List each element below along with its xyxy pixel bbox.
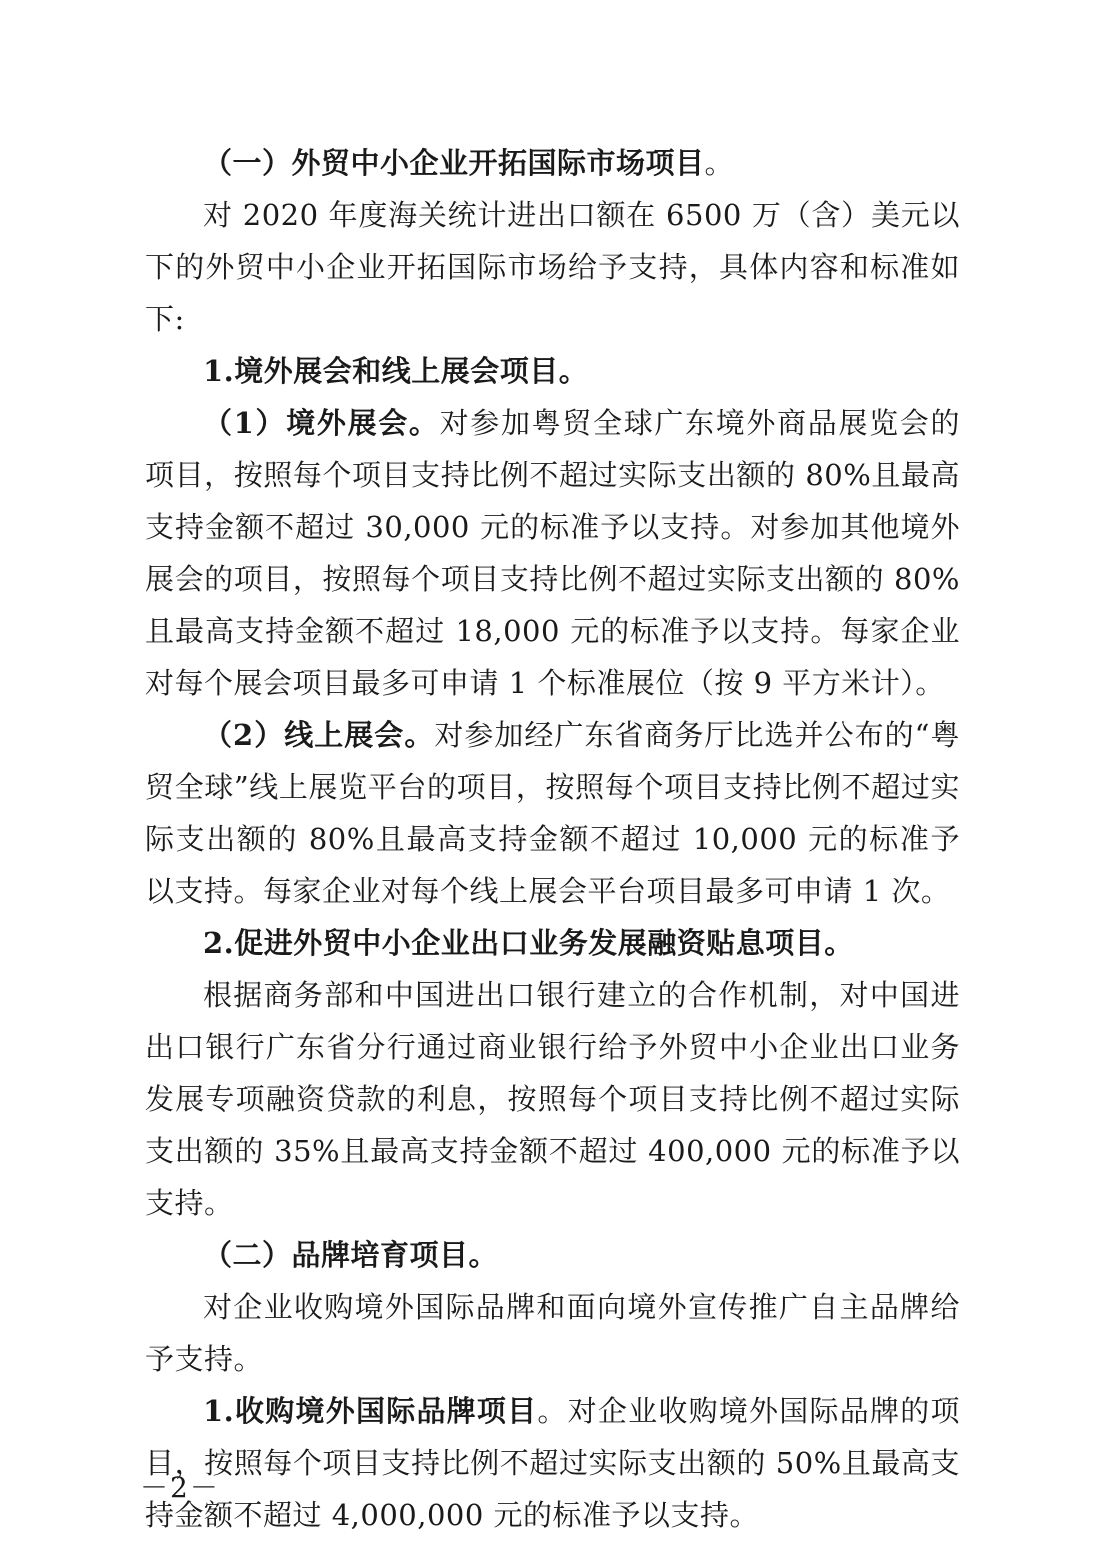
section-2-item-1-text: 。对企业收购境外国际品牌的项目，按照每个项目支持比例不超过实际支出额的 50%且最高支持金额不超过 4,000,000 元的标准予以支持。 xyxy=(145,1394,960,1532)
section-2-intro-text: 对企业收购境外国际品牌和面向境外宣传推广自主品牌给予支持。 xyxy=(145,1290,960,1376)
item-2-heading xyxy=(145,917,960,969)
section-1-heading xyxy=(145,137,960,189)
section-1-heading-tail: 。 xyxy=(704,146,735,180)
item-1-heading-lead: 1.境外展会和线上展会项目。 xyxy=(203,354,589,388)
section-2-heading-lead: （二）品牌培育项目。 xyxy=(203,1238,499,1272)
item-1-2-text: 对参加经广东省商务厅比选并公布的“粤贸全球”线上展览平台的项目，按照每个项目支持比例不超过实际支出额的 80%且最高支持金额不超过 10,000 元的标准予以支持。每家企业对每个线上展会平台项目最多可申请 1 次。 xyxy=(145,718,960,908)
item-1-2-paragraph xyxy=(145,709,960,917)
item-1-heading xyxy=(145,345,960,397)
section-2-item-1 xyxy=(145,1385,960,1541)
section-1-heading-lead: （一）外贸中小企业开拓国际市场项目 xyxy=(203,146,705,180)
item-1-1-lead: （1）境外展会。 xyxy=(203,406,440,440)
item-2-heading-lead: 2.促进外贸中小企业出口业务发展融资贴息项目。 xyxy=(203,926,854,960)
item-1-1-text: 对参加粤贸全球广东境外商品展览会的项目，按照每个项目支持比例不超过实际支出额的 80%且最高支持金额不超过 30,000 元的标准予以支持。对参加其他境外展会的项目，按照每个项目支持比例不超过实际支出额的 80%且最高支持金额不超过 18,000 元的标准予以支持。每家企业对每个展会项目最多可申请 1 个标准展位（按 9 平方米计）。 xyxy=(145,406,960,700)
document-body xyxy=(145,137,960,1541)
section-1-intro xyxy=(145,189,960,345)
section-1-intro-text: 对 2020 年度海关统计进出口额在 6500 万（含）美元以下的外贸中小企业开拓国际市场给予支持，具体内容和标准如下: xyxy=(145,198,960,336)
item-1-2-lead: （2）线上展会。 xyxy=(203,718,435,752)
item-2-body xyxy=(145,969,960,1229)
page-number: －2－ xyxy=(140,1471,220,1504)
section-2-intro xyxy=(145,1281,960,1385)
section-2-item-1-lead: 1.收购境外国际品牌项目 xyxy=(203,1394,538,1428)
item-2-body-text: 根据商务部和中国进出口银行建立的合作机制，对中国进出口银行广东省分行通过商业银行给予外贸中小企业出口业务发展专项融资贷款的利息，按照每个项目支持比例不超过实际支出额的 35%且最高支持金额不超过 400,000 元的标准予以支持。 xyxy=(145,978,960,1220)
section-2-heading xyxy=(145,1229,960,1281)
item-1-1-paragraph xyxy=(145,397,960,709)
